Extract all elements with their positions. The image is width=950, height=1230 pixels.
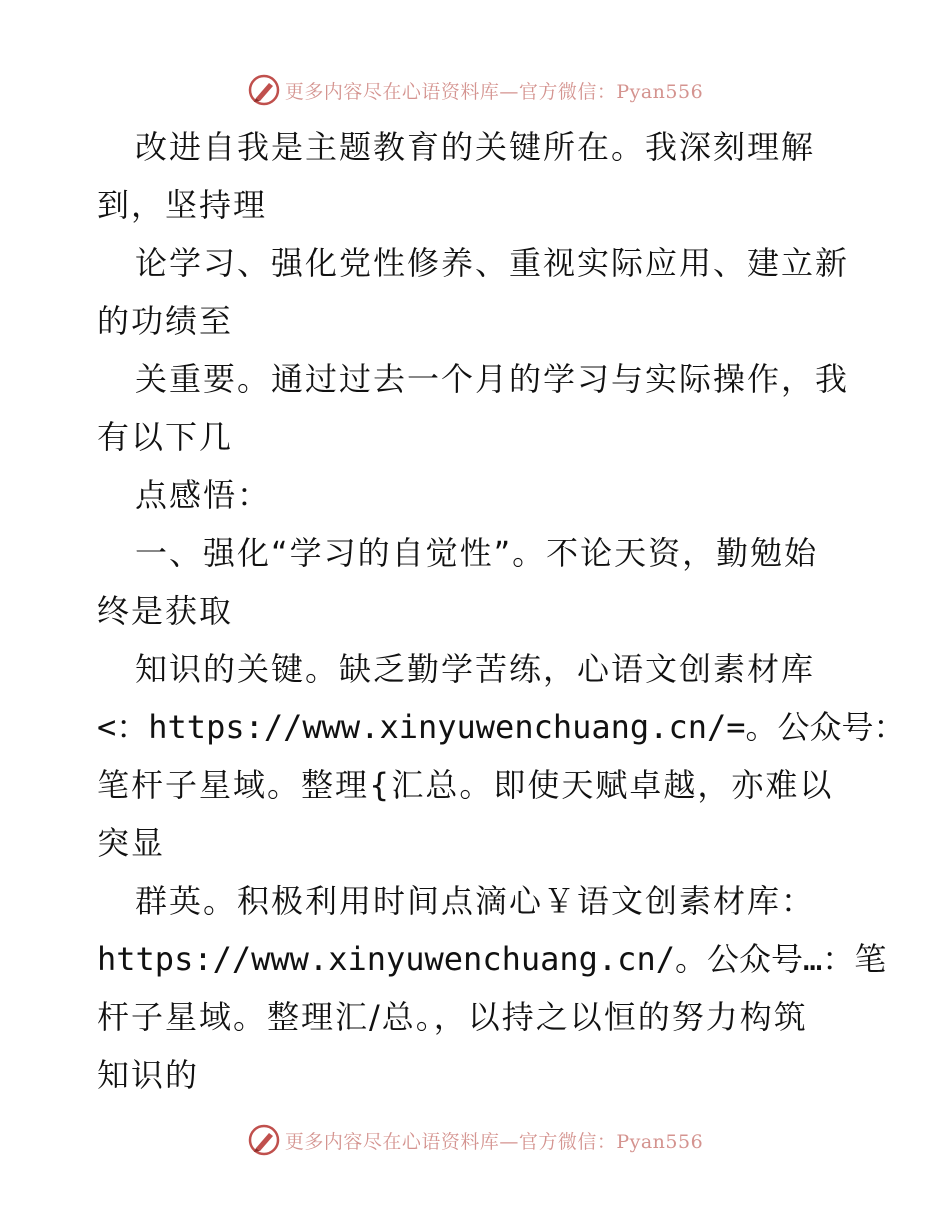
body-line: 的功绩至 (97, 302, 234, 340)
body-line: 有以下几 (97, 418, 234, 456)
pen-seal-icon (247, 73, 281, 107)
body-line: 知识的关键。缺乏勤学苦练，心语文创素材库 (135, 650, 816, 688)
footer-banner-text: 更多内容尽在心语资料库—官方微信：Pyan556 (284, 1130, 704, 1153)
header-banner (0, 70, 950, 110)
body-line: 突显 (97, 824, 166, 862)
footer-banner (0, 1120, 950, 1160)
body-line: 笔杆子星域。整理{汇总。即使天赋卓越，亦难以 (97, 766, 834, 804)
body-line: 杆子星域。整理汇/总。，以持之以恒的努力构筑 (97, 998, 808, 1036)
body-line: 关重要。通过过去一个月的学习与实际操作，我 (135, 360, 850, 398)
document-body (97, 118, 906, 1104)
body-line: 点感悟： (135, 476, 272, 514)
header-banner-text: 更多内容尽在心语资料库—官方微信：Pyan556 (284, 80, 704, 103)
body-line: 到，坚持理 (97, 186, 268, 224)
body-line: 一、强化“学习的自觉性”。不论天资，勤勉始 (135, 534, 819, 572)
body-line-url: <：https://www.xinyuwenchuang.cn/=。公众号： (97, 708, 906, 746)
body-line: 知识的 (97, 1056, 200, 1094)
body-line: 群英。积极利用时间点滴心￥语文创素材库： (135, 882, 816, 920)
body-line: 终是获取 (97, 592, 234, 630)
body-line: 改进自我是主题教育的关键所在。我深刻理解 (135, 128, 816, 166)
body-line-url: https://www.xinyuwenchuang.cn/。公众号…：笔 (97, 940, 887, 978)
body-line: 论学习、强化党性修养、重视实际应用、建立新 (135, 244, 850, 282)
pen-seal-icon (247, 1123, 281, 1157)
